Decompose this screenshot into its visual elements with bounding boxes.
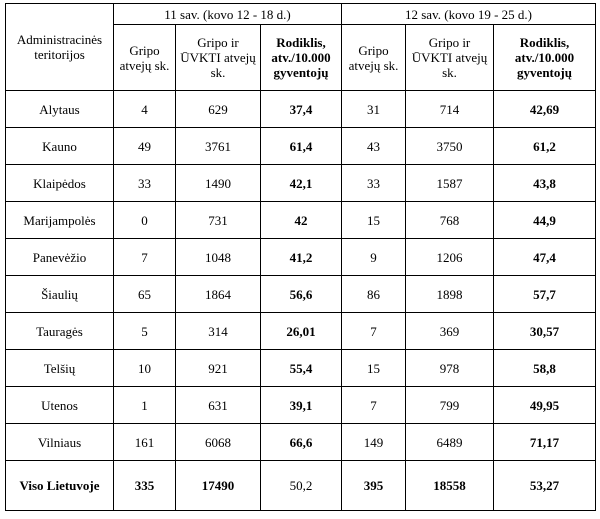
table-row (6, 350, 596, 387)
total-w12-flu: 395 (342, 461, 406, 511)
w11-fluari-cell: 921 (176, 350, 261, 387)
w11-fluari-cell: 3761 (176, 128, 261, 165)
total-w12-rate: 53,27 (494, 461, 596, 511)
w11-rate-cell: 61,4 (261, 128, 342, 165)
w11-flu-cell: 65 (114, 276, 176, 313)
w12-fluari-cell: 978 (406, 350, 494, 387)
w12-rate-cell: 44,9 (494, 202, 596, 239)
w12-rate-cell: 71,17 (494, 424, 596, 461)
week12-header: 12 sav. (kovo 19 - 25 d.) (342, 4, 596, 25)
region-name: Utenos (6, 387, 114, 424)
w12-fluari-cell: 6489 (406, 424, 494, 461)
w11-rate-cell: 39,1 (261, 387, 342, 424)
w11-flu-cell: 1 (114, 387, 176, 424)
w11-rate-cell: 41,2 (261, 239, 342, 276)
w12-rate-header: Rodiklis, atv./10.000 gyventojų (494, 25, 596, 91)
w12-rate-cell: 43,8 (494, 165, 596, 202)
w11-flu-cell: 33 (114, 165, 176, 202)
region-name: Telšių (6, 350, 114, 387)
w12-fluari-header: Gripo ir ŪVKTI atvejų sk. (406, 25, 494, 91)
w11-fluari-cell: 731 (176, 202, 261, 239)
w11-fluari-cell: 1864 (176, 276, 261, 313)
table-row (6, 387, 596, 424)
region-name: Alytaus (6, 91, 114, 128)
w11-flu-header: Gripo atvejų sk. (114, 25, 176, 91)
w12-fluari-cell: 1587 (406, 165, 494, 202)
total-w11-rate: 50,2 (261, 461, 342, 511)
w12-flu-header: Gripo atvejų sk. (342, 25, 406, 91)
table-row (6, 276, 596, 313)
total-w12-fluari: 18558 (406, 461, 494, 511)
w11-rate-cell: 42 (261, 202, 342, 239)
region-name: Šiaulių (6, 276, 114, 313)
w11-flu-cell: 5 (114, 313, 176, 350)
total-row (6, 461, 596, 511)
total-w11-flu: 335 (114, 461, 176, 511)
w12-rate-cell: 58,8 (494, 350, 596, 387)
table-body (6, 91, 596, 511)
w12-fluari-cell: 1898 (406, 276, 494, 313)
w11-flu-cell: 161 (114, 424, 176, 461)
w12-fluari-cell: 3750 (406, 128, 494, 165)
table-row (6, 128, 596, 165)
w12-flu-cell: 7 (342, 313, 406, 350)
table-row (6, 239, 596, 276)
w11-rate-cell: 56,6 (261, 276, 342, 313)
w12-flu-cell: 15 (342, 350, 406, 387)
w11-flu-cell: 0 (114, 202, 176, 239)
w12-fluari-cell: 768 (406, 202, 494, 239)
w11-rate-cell: 42,1 (261, 165, 342, 202)
w11-rate-cell: 66,6 (261, 424, 342, 461)
table-row (6, 313, 596, 350)
w12-flu-cell: 7 (342, 387, 406, 424)
w11-rate-cell: 37,4 (261, 91, 342, 128)
territory-header: Administracinės teritorijos (6, 4, 114, 91)
table-row (6, 91, 596, 128)
period-header-row (6, 4, 596, 25)
region-name: Vilniaus (6, 424, 114, 461)
w11-rate-cell: 26,01 (261, 313, 342, 350)
total-w11-fluari: 17490 (176, 461, 261, 511)
w12-flu-cell: 31 (342, 91, 406, 128)
w11-fluari-cell: 631 (176, 387, 261, 424)
w11-rate-cell: 55,4 (261, 350, 342, 387)
table-row (6, 424, 596, 461)
flu-statistics-table (5, 3, 596, 511)
w12-fluari-cell: 369 (406, 313, 494, 350)
w12-fluari-cell: 799 (406, 387, 494, 424)
w11-fluari-cell: 6068 (176, 424, 261, 461)
region-name: Marijampolės (6, 202, 114, 239)
w12-rate-cell: 49,95 (494, 387, 596, 424)
w11-fluari-cell: 629 (176, 91, 261, 128)
w11-flu-cell: 49 (114, 128, 176, 165)
w12-flu-cell: 86 (342, 276, 406, 313)
region-name: Tauragės (6, 313, 114, 350)
w12-flu-cell: 15 (342, 202, 406, 239)
w11-fluari-cell: 1048 (176, 239, 261, 276)
region-name: Kauno (6, 128, 114, 165)
w12-flu-cell: 33 (342, 165, 406, 202)
w11-fluari-cell: 314 (176, 313, 261, 350)
w11-rate-header: Rodiklis, atv./10.000 gyventojų (261, 25, 342, 91)
w12-flu-cell: 149 (342, 424, 406, 461)
w11-flu-cell: 10 (114, 350, 176, 387)
w12-rate-cell: 42,69 (494, 91, 596, 128)
w11-flu-cell: 7 (114, 239, 176, 276)
region-name: Klaipėdos (6, 165, 114, 202)
w12-fluari-cell: 714 (406, 91, 494, 128)
table-row (6, 165, 596, 202)
w11-fluari-header: Gripo ir ŪVKTI atvejų sk. (176, 25, 261, 91)
w12-fluari-cell: 1206 (406, 239, 494, 276)
w12-rate-cell: 61,2 (494, 128, 596, 165)
w12-flu-cell: 43 (342, 128, 406, 165)
total-label: Viso Lietuvoje (6, 461, 114, 511)
w12-rate-cell: 57,7 (494, 276, 596, 313)
table-row (6, 202, 596, 239)
w11-fluari-cell: 1490 (176, 165, 261, 202)
flu-table-wrapper (5, 3, 596, 511)
w11-flu-cell: 4 (114, 91, 176, 128)
w12-flu-cell: 9 (342, 239, 406, 276)
region-name: Panevėžio (6, 239, 114, 276)
week11-header: 11 sav. (kovo 12 - 18 d.) (114, 4, 342, 25)
w12-rate-cell: 47,4 (494, 239, 596, 276)
w12-rate-cell: 30,57 (494, 313, 596, 350)
